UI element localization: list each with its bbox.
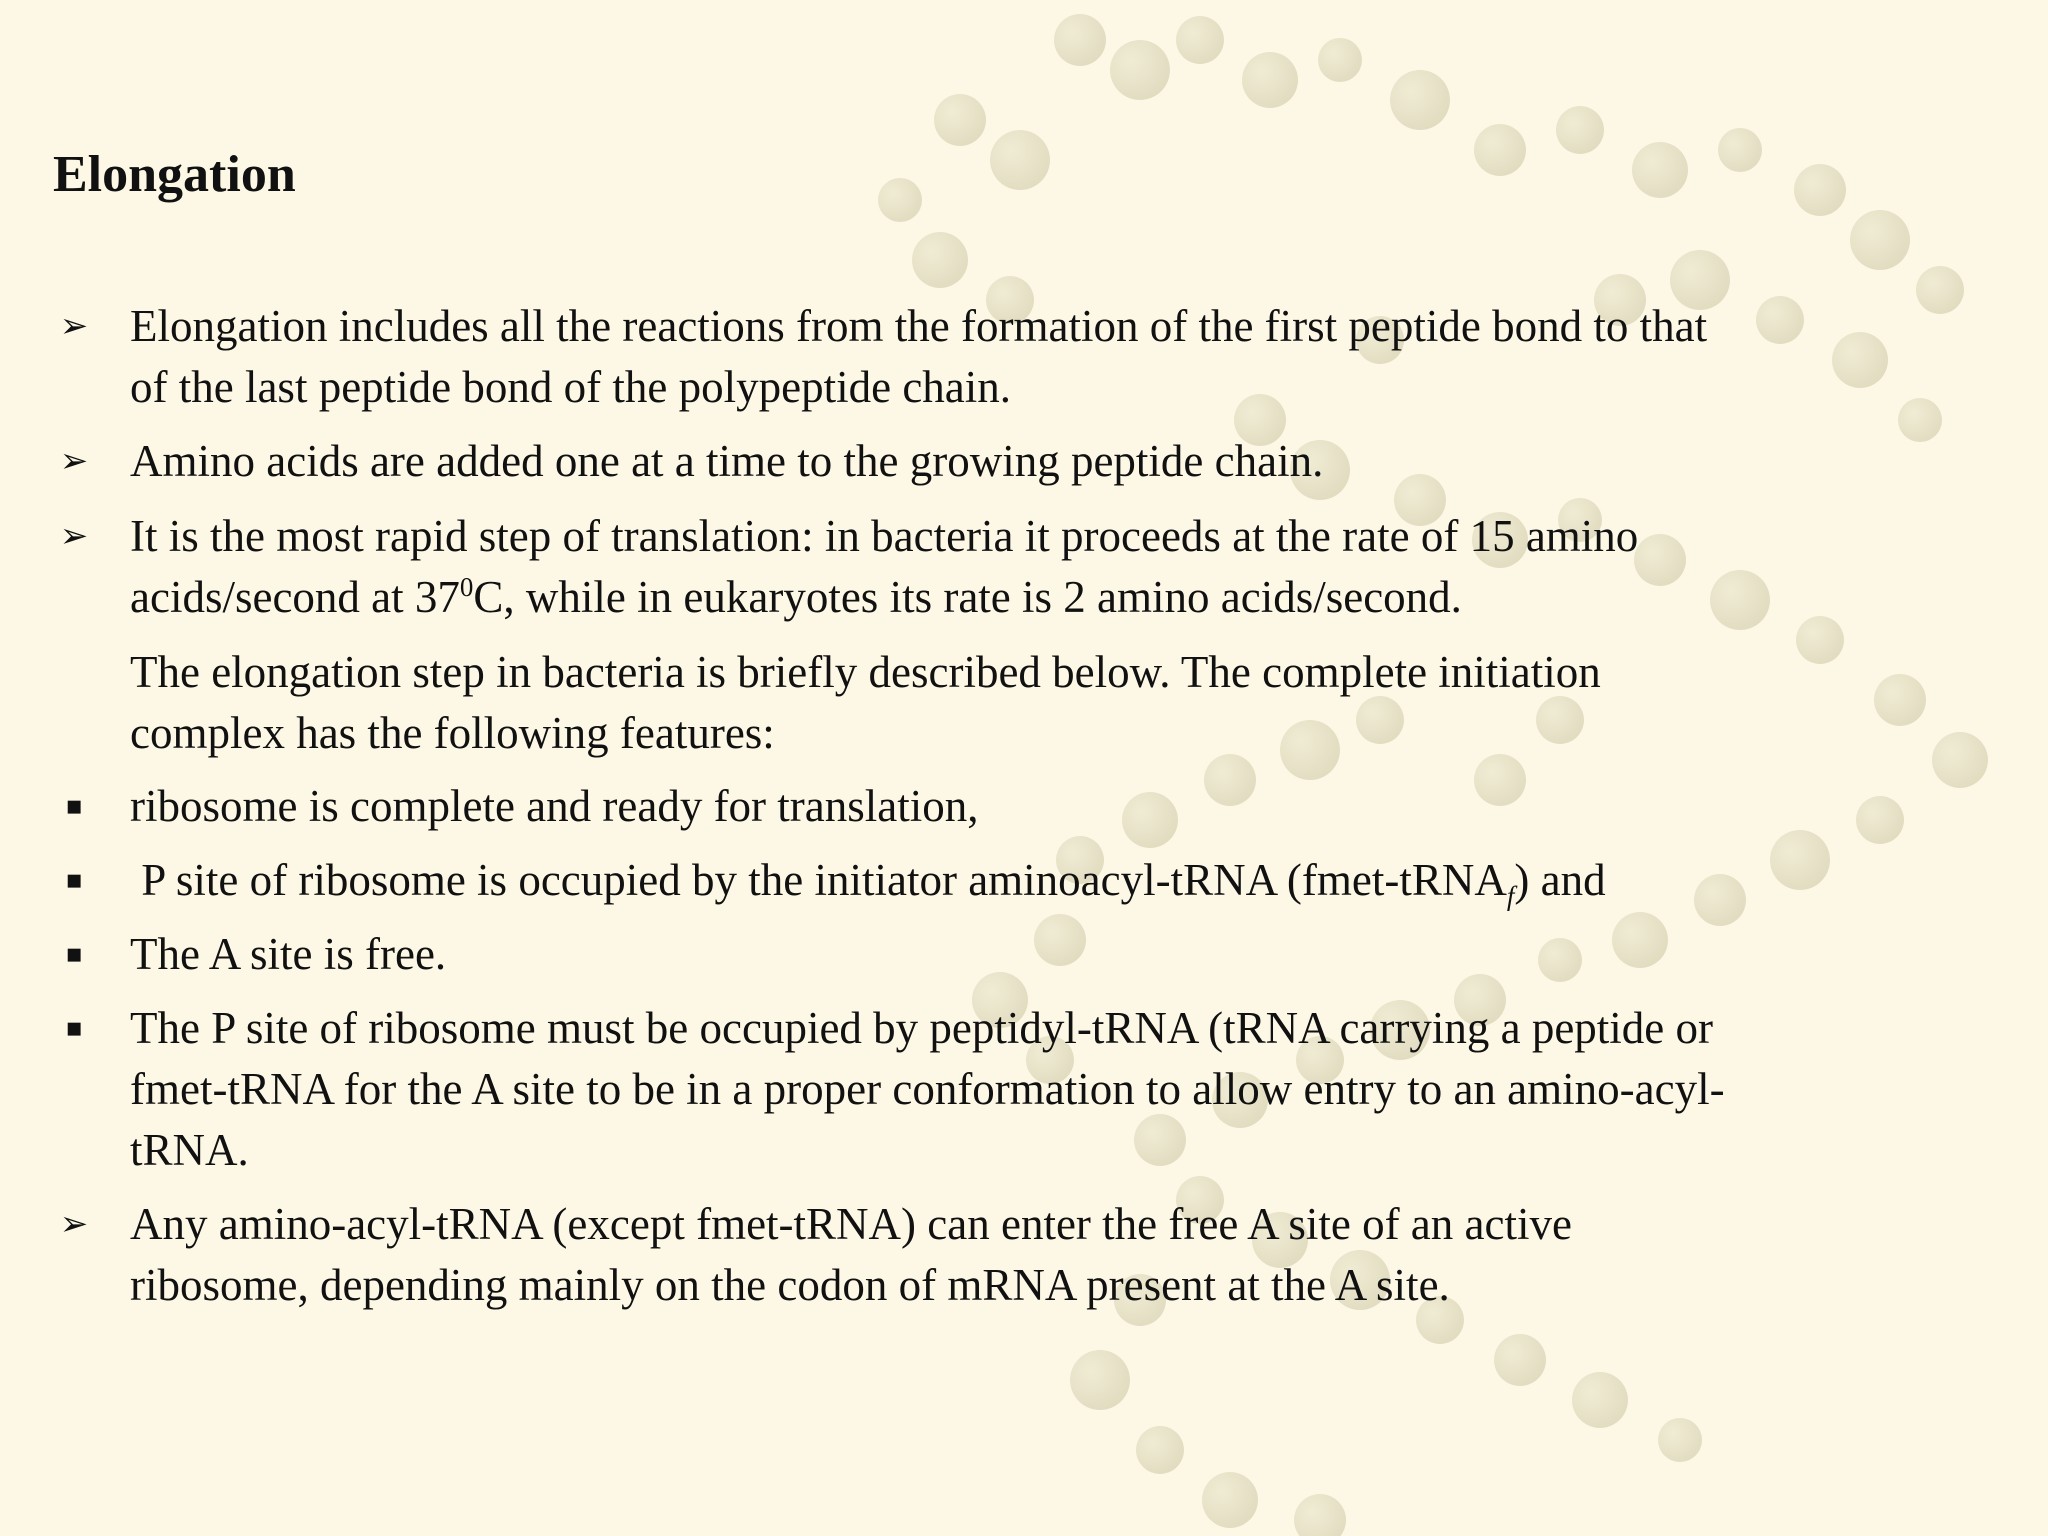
square-bullet-icon: ▪ [65, 865, 83, 895]
arrow-bullet-icon: ➢ [59, 306, 89, 346]
text-line: Amino acids are added one at a time to the growing peptide chain. [130, 436, 1324, 486]
text-line: The elongation step in bacteria is briefly described below. The complete initiation [130, 647, 1601, 697]
bullet-text [130, 1194, 1960, 1316]
bullet-text [130, 924, 1960, 985]
bullet-text [130, 998, 1960, 1181]
arrow-bullet-icon: ➢ [59, 516, 89, 556]
bullet-text [130, 776, 1960, 837]
bullet-text [130, 431, 1960, 492]
slide-title: Elongation [53, 146, 296, 203]
square-bullet-icon: ▪ [65, 1013, 83, 1043]
text-fragment: ) and [1514, 855, 1606, 905]
text-line: It is the most rapid step of translation: in bacteria it proceeds at the rate of 15 amino [130, 511, 1639, 561]
arrow-bullet-icon: ➢ [59, 441, 89, 481]
text-line: of the last peptide bond of the polypeptide chain. [130, 362, 1012, 412]
text-line: Any amino-acyl-tRNA (except fmet-tRNA) can enter the free A site of an active [130, 1199, 1572, 1249]
text-line: The P site of ribosome must be occupied by peptidyl-tRNA (tRNA carrying a peptide or [130, 1003, 1714, 1053]
paragraph-text [130, 642, 1960, 764]
square-bullet-icon: ▪ [65, 791, 83, 821]
text-line: The A site is free. [130, 929, 447, 979]
text-line: tRNA. [130, 1125, 249, 1175]
text-line: Elongation includes all the reactions from the formation of the first peptide bond to that [130, 301, 1708, 351]
bullet-text [130, 506, 1960, 628]
arrow-bullet-icon: ➢ [59, 1204, 89, 1244]
text-fragment: P site of ribosome is occupied by the initiator aminoacyl-tRNA (fmet-tRNA [130, 855, 1507, 905]
text-line: ribosome, depending mainly on the codon of mRNA present at the A site. [130, 1260, 1450, 1310]
text-fragment: acids/second at 37 [130, 572, 460, 622]
square-bullet-icon: ▪ [65, 939, 83, 969]
text-line [130, 567, 1960, 628]
text-line: fmet-tRNA for the A site to be in a proper conformation to allow entry to an amino-acyl- [130, 1064, 1725, 1114]
superscript: 0 [459, 572, 474, 602]
bullet-text [130, 850, 1960, 911]
subscript: f [1506, 881, 1515, 911]
text-line: complex has the following features: [130, 708, 775, 758]
text-fragment: C, while in eukaryotes its rate is 2 amino acids/second. [473, 572, 1462, 622]
text-line: ribosome is complete and ready for translation, [130, 781, 979, 831]
text-line [130, 850, 1960, 911]
bullet-text [130, 296, 1960, 418]
